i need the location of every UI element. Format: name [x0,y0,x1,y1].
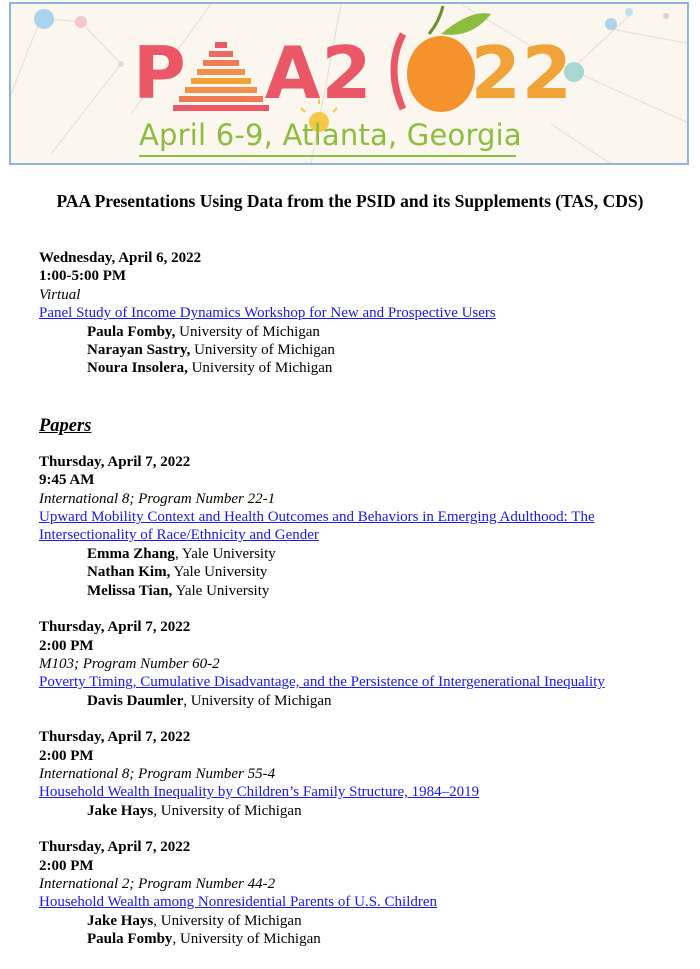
bubble-icon [34,9,54,29]
presenter-name: Paula Fomby [87,931,173,948]
event-time: 1:00-5:00 PM [39,268,127,285]
paper-title-link[interactable]: Household Wealth among Nonresidential Parents of U.S. Children [39,894,438,911]
paper-entry [39,728,679,820]
event-time: 2:00 PM [39,857,94,874]
presenter-affiliation: University of Michigan [175,323,320,340]
event-location: International 8; Program Number 22-1 [39,490,276,507]
presenter-name: Narayan Sastry, [87,342,191,359]
presenter-affiliation: Yale University [170,564,268,581]
paper-entry [39,838,679,948]
event-time: 2:00 PM [39,747,94,764]
bubble-icon [625,8,633,16]
event-date: Thursday, April 7, 2022 [39,839,191,856]
presenter [39,323,679,341]
logo-letter-p: P [133,31,187,115]
presenter-name: Nathan Kim, [87,564,171,581]
workshop-entry [39,249,679,378]
conference-banner [9,2,689,165]
presenter-name: Jake Hays [87,912,154,929]
presenter [39,563,679,581]
papers-heading: Papers [39,415,92,436]
presenter [39,341,679,359]
presenter [39,912,679,930]
presenter [39,802,679,820]
presenter-name: Paula Fomby, [87,323,176,340]
logo-letters-a2: A2 [264,31,373,115]
presenter-name: Melissa Tian, [87,582,173,599]
presenter [39,359,679,377]
presenter-affiliation: , University of Michigan [153,912,302,929]
bubble-icon [605,18,617,30]
presenter-affiliation: , University of Michigan [172,931,321,948]
presenter-name: Noura Insolera, [87,360,188,377]
presentation-list [39,249,679,967]
presenter [39,545,679,563]
paper-entry [39,453,679,600]
workshop-title-link[interactable]: Panel Study of Income Dynamics Workshop for New and Prospective Users [39,305,496,322]
presenter-affiliation: Yale University [172,582,270,599]
presenter-affiliation: , University of Michigan [153,802,302,819]
presenter-name: Jake Hays [87,802,154,819]
paper-title-link[interactable]: Household Wealth Inequality by Children’s Family Structure, 1984–2019 [39,784,480,801]
bubble-icon [663,13,669,19]
presenter [39,930,679,948]
event-time: 9:45 AM [39,472,95,489]
event-date: Thursday, April 7, 2022 [39,619,191,636]
presenter [39,692,679,710]
bubble-icon [118,61,124,67]
presenter-affiliation: , University of Michigan [183,692,332,709]
logo-digits-22: 22 [470,31,573,115]
presenter-name: Emma Zhang [87,545,175,562]
paper-title-link[interactable]: Upward Mobility Context and Health Outcomes and Behaviors in Emerging Adulthood: The [39,509,595,526]
paper-title-link-continued[interactable]: Intersectionality of Race/Ethnicity and Gender [39,527,319,544]
paa2022-logo [133,28,573,118]
event-date: Wednesday, April 6, 2022 [39,250,202,266]
presenter-affiliation: University of Michigan [187,360,333,377]
event-location: M103; Program Number 60-2 [39,655,220,672]
event-location: International 8; Program Number 55-4 [39,765,276,782]
page-title: PAA Presentations Using Data from the PSID and its Supplements (TAS, CDS) [56,191,644,211]
banner-subtitle: April 6-9, Atlanta, Georgia [139,118,522,152]
event-location: International 2; Program Number 44-2 [39,875,276,892]
bubble-icon [75,16,87,28]
event-time: 2:00 PM [39,637,94,654]
paper-entry [39,618,679,710]
presenter-affiliation: University of Michigan [190,342,335,359]
event-date: Thursday, April 7, 2022 [39,453,191,470]
event-location: Virtual [39,286,81,303]
presenter-name: Davis Daumler [87,692,184,709]
presenter [39,582,679,600]
presenter-affiliation: , Yale University [174,545,276,562]
event-date: Thursday, April 7, 2022 [39,729,191,746]
paper-title-link[interactable]: Poverty Timing, Cumulative Disadvantage, and the Persistence of Intergenerational Inequality [39,674,605,691]
